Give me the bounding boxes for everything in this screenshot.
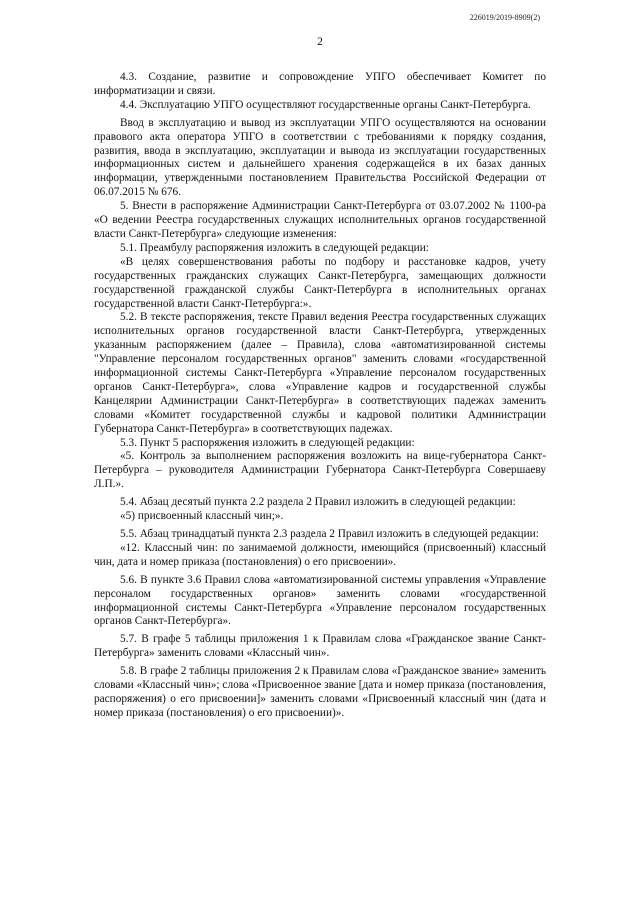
page-number: 2 — [317, 36, 323, 48]
paragraph-5: 5. Внести в распоряжение Администрации Санкт-Петербурга от 03.07.2002 № 1100-ра «О ведении Реестра государственных служащих исполнительных органов государственной власти Санкт-Петербурга» следующие изменения: — [94, 200, 546, 240]
paragraph-5-6: 5.6. В пункте 3.6 Правил слова «автоматизированной системы управления «Управление персоналом государственных органов» заменить словами «государственной информационной системы Санкт-Петербурга «Управление персоналом государственных органов Санкт-Петербурга». — [94, 573, 546, 628]
paragraph-5-5: 5.5. Абзац тринадцатый пункта 2.3 раздела 2 Правил изложить в следующей редакции: — [120, 528, 539, 540]
paragraph-5-1-quote: «В целях совершенствования работы по подбору и расстановке кадров, учету государственных гражданских служащих Санкт-Петербурга, замещающих должности государственной гражданской службы Санкт-Петербурга в исполнительных органах государственной власти Санкт-Петербурга:». — [94, 255, 546, 310]
paragraph-5-4: 5.4. Абзац десятый пункта 2.2 раздела 2 Правил изложить в следующей редакции: — [120, 496, 516, 509]
paragraph-4-3: 4.3. Создание, развитие и сопровождение УПГО обеспечивает Комитет по информатизации и связи. — [94, 71, 546, 97]
paragraph-5-8: 5.8. В графе 2 таблицы приложения 2 к Правилам слова «Гражданское звание» заменить словами «Классный чин»; слова «Присвоенное звание [дата и номер приказа (постановления, распоряжения) о его присвоении]» заменить словами «Присвоенный классный чин (дата и номер приказа (постановления) о его присвоении)». — [94, 665, 546, 719]
document-id: 226019/2019-8909(2) — [469, 13, 540, 22]
paragraph-upgo-commissioning: Ввод в эксплуатацию и вывод из эксплуатации УПГО осуществляются на основании правового акта оператора УПГО в соответствии с требованиями к порядку создания, развития, ввода в эксплуатацию, эксплуатации и вывода из эксплуатации государственных информационных систем и дальнейшего хранения содержащейся в их базах данных информации, утвержденными постановлением Правительства Российской Федерации от 06.07.2015 № 676. — [94, 116, 546, 199]
paragraph-5-4-quote: «5) присвоенный классный чин;». — [120, 510, 284, 523]
paragraph-5-7: 5.7. В графе 5 таблицы приложения 1 к Правилам слова «Гражданское звание Санкт-Петербурга» заменить словами «Классный чин». — [94, 633, 546, 660]
paragraph-5-1: 5.1. Преамбулу распоряжения изложить в следующей редакции: — [120, 241, 429, 254]
paragraph-4-4: 4.4. Эксплуатацию УПГО осуществляют государственные органы Санкт-Петербурга. — [120, 98, 531, 111]
paragraph-5-5-quote: «12. Классный чин: по занимаемой должности, имеющийся (присвоенный) классный чин, дата и номер приказа (постановления) о его присвоении». — [94, 541, 546, 568]
paragraph-5-3: 5.3. Пункт 5 распоряжения изложить в следующей редакции: — [120, 436, 415, 449]
paragraph-5-2: 5.2. В тексте распоряжения, тексте Правил ведения Реестра государственных служащих исполнительных органов государственной власти Санкт-Петербурга, утвержденных указанным распоряжением (далее – Правила), слова «автоматизированной системы "Управление персоналом государственных органов" заменить словами «государственной информационной системы Санкт-Петербурга «Управление персоналом государственных органов Санкт-Петербурга», слова «Управление кадров и государственной службы Канцелярии Администрации Санкт-Петербурга» в соответствующих падежах заменить словами «Комитет государственной службы и кадровой политики Администрации Губернатора Санкт-Петербурга» в соответствующих падежах. — [94, 311, 546, 435]
document-body — [94, 71, 546, 721]
paragraph-5-3-quote: «5. Контроль за выполнением распоряжения возложить на вице-губернатора Санкт-Петербурга – руководителя Администрации Губернатора Санкт-Петербурга Совершаеву Л.П.». — [94, 450, 546, 491]
